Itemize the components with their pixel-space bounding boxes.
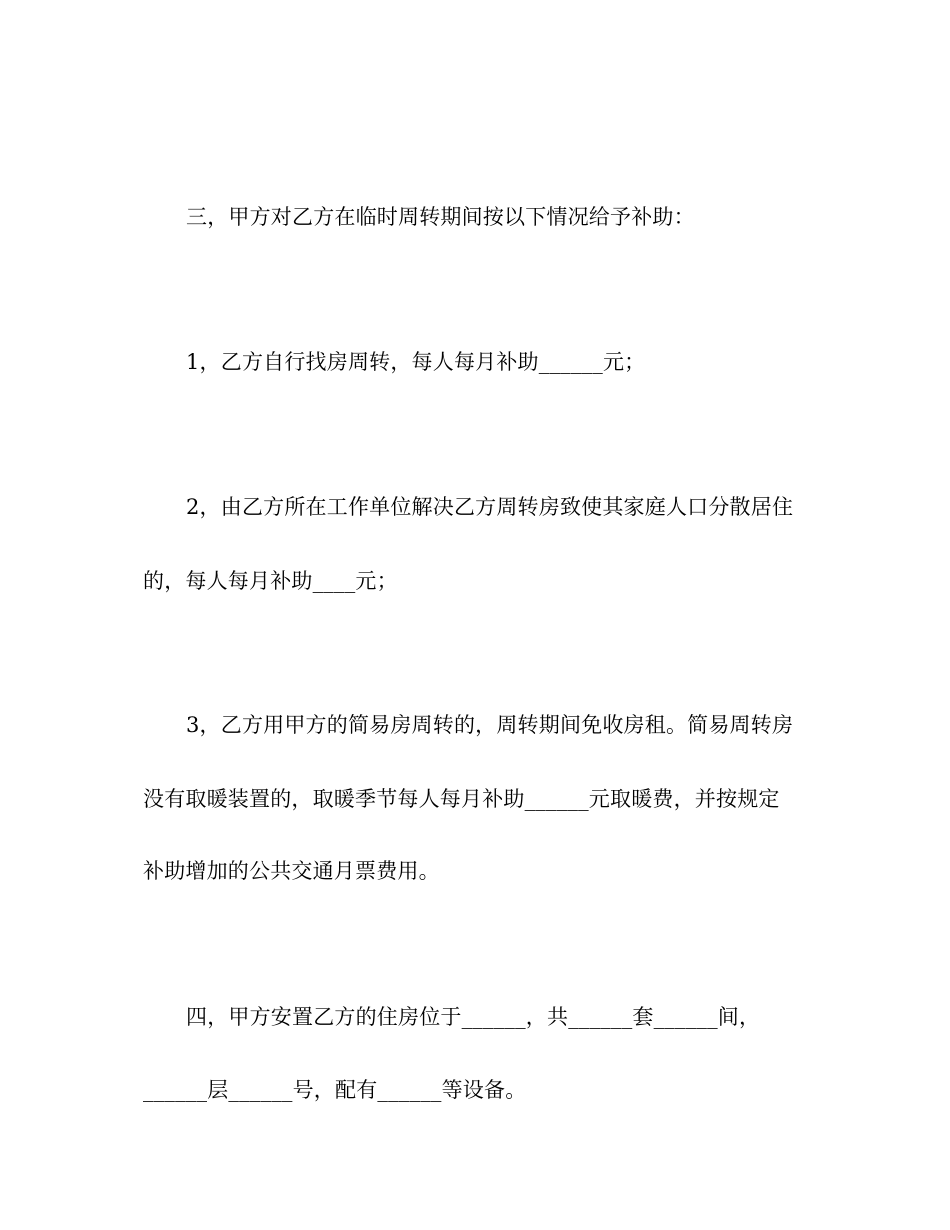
clause-3-heading: 三，甲方对乙方在临时周转期间按以下情况给予补助：	[186, 205, 695, 229]
clause-3-item-3-line-2: 没有取暖装置的，取暖季节每人每月补助______元取暖费，并按规定	[143, 787, 780, 811]
clause-3-item-1: 1，乙方自行找房周转，每人每月补助______元；	[186, 350, 646, 374]
clause-3-item-3-line-3: 补助增加的公共交通月票费用。	[143, 859, 440, 883]
clause-3-item-2-line-1: 2，由乙方所在工作单位解决乙方周转房致使其家庭人口分散居住	[186, 495, 794, 519]
clause-3-item-3-line-1: 3，乙方用甲方的简易房周转的，周转期间免收房租。简易周转房	[186, 713, 794, 737]
clause-4-line-2: ______层______号，配有______等设备。	[143, 1078, 527, 1102]
clause-4-line-1: 四，甲方安置乙方的住房位于______，共______套______间，	[186, 1005, 761, 1029]
clause-3-item-2-line-2: 的，每人每月补助____元；	[143, 569, 398, 593]
